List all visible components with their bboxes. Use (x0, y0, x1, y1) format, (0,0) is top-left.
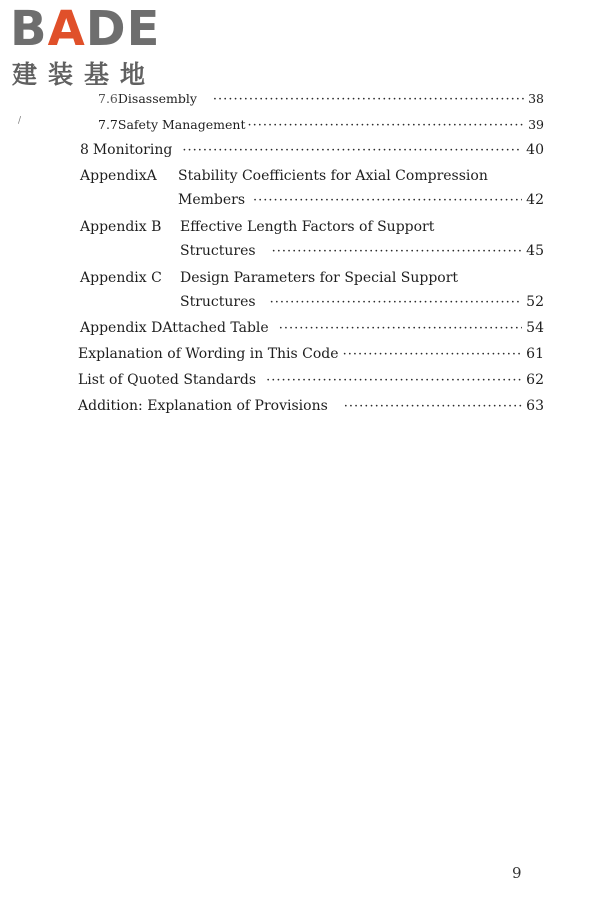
toc-title: Design Parameters for Special Support (180, 270, 459, 286)
toc-page: 40 (526, 142, 544, 158)
toc-title: Attached Table (162, 320, 269, 336)
toc-entry-appendix-d[interactable] (80, 318, 544, 339)
toc-title: Structures (180, 243, 256, 259)
toc-page: 52 (526, 294, 544, 310)
toc-number: Appendix D (80, 320, 163, 336)
toc-entry-explanation-of-wording[interactable] (78, 344, 544, 365)
toc-title: Effective Length Factors of Support (180, 219, 435, 235)
toc-title: List of Quoted Standards (78, 372, 257, 388)
toc-entry-7-6[interactable] (98, 89, 544, 110)
logo-wordmark: BADE (10, 1, 161, 57)
toc-entry-appendix-a-cont[interactable] (178, 190, 544, 211)
toc-entry-8[interactable] (80, 140, 544, 161)
dot-leader (270, 293, 523, 313)
toc-entry-appendix-b[interactable] (80, 217, 544, 237)
toc-page: 45 (526, 243, 544, 259)
toc-page: 54 (526, 320, 544, 336)
toc-title: Stability Coefficients for Axial Compression (178, 168, 488, 184)
page-number: 9 (512, 864, 522, 882)
dot-leader (343, 345, 523, 365)
dot-leader (344, 397, 522, 417)
toc-title: Safety Management (117, 117, 246, 132)
toc-title: Disassembly (117, 91, 197, 106)
toc-page: 61 (526, 346, 544, 362)
logo-chinese-text: 建装基地 (12, 60, 157, 89)
toc-page: 63 (526, 398, 544, 414)
toc-title: Explanation of Wording in This Code (78, 346, 339, 362)
margin-mark: / (18, 116, 22, 126)
toc-page: 42 (526, 192, 544, 208)
toc-title: Monitoring (92, 142, 173, 158)
toc-title: Members (178, 192, 246, 208)
dot-leader (272, 242, 523, 262)
toc-entry-quoted-standards[interactable] (78, 370, 544, 391)
dot-leader (266, 371, 522, 391)
toc-entry-appendix-a[interactable] (80, 166, 544, 186)
toc-number: 7.6 (98, 91, 118, 106)
toc-number: AppendixA (80, 168, 157, 184)
toc-title: Addition: Explanation of Provisions (78, 398, 328, 414)
dot-leader (247, 116, 524, 136)
toc-number: 7.7 (98, 117, 118, 132)
toc-number: 8 (80, 142, 89, 158)
toc-title: Structures (180, 294, 256, 310)
dot-leader (253, 191, 522, 211)
toc-entry-appendix-c[interactable] (80, 268, 544, 288)
dot-leader (213, 90, 524, 110)
dot-leader (182, 141, 522, 161)
toc-page: 39 (528, 117, 544, 132)
toc-page: 62 (526, 372, 544, 388)
toc-number: Appendix C (80, 270, 162, 286)
toc-page: 38 (528, 91, 544, 106)
toc-entry-appendix-b-cont[interactable] (180, 241, 544, 262)
toc-entry-addition[interactable] (78, 396, 544, 417)
toc-entry-7-7[interactable] (98, 115, 544, 136)
toc-entry-appendix-c-cont[interactable] (180, 292, 544, 313)
dot-leader (279, 319, 522, 339)
toc-number: Appendix B (80, 219, 162, 235)
